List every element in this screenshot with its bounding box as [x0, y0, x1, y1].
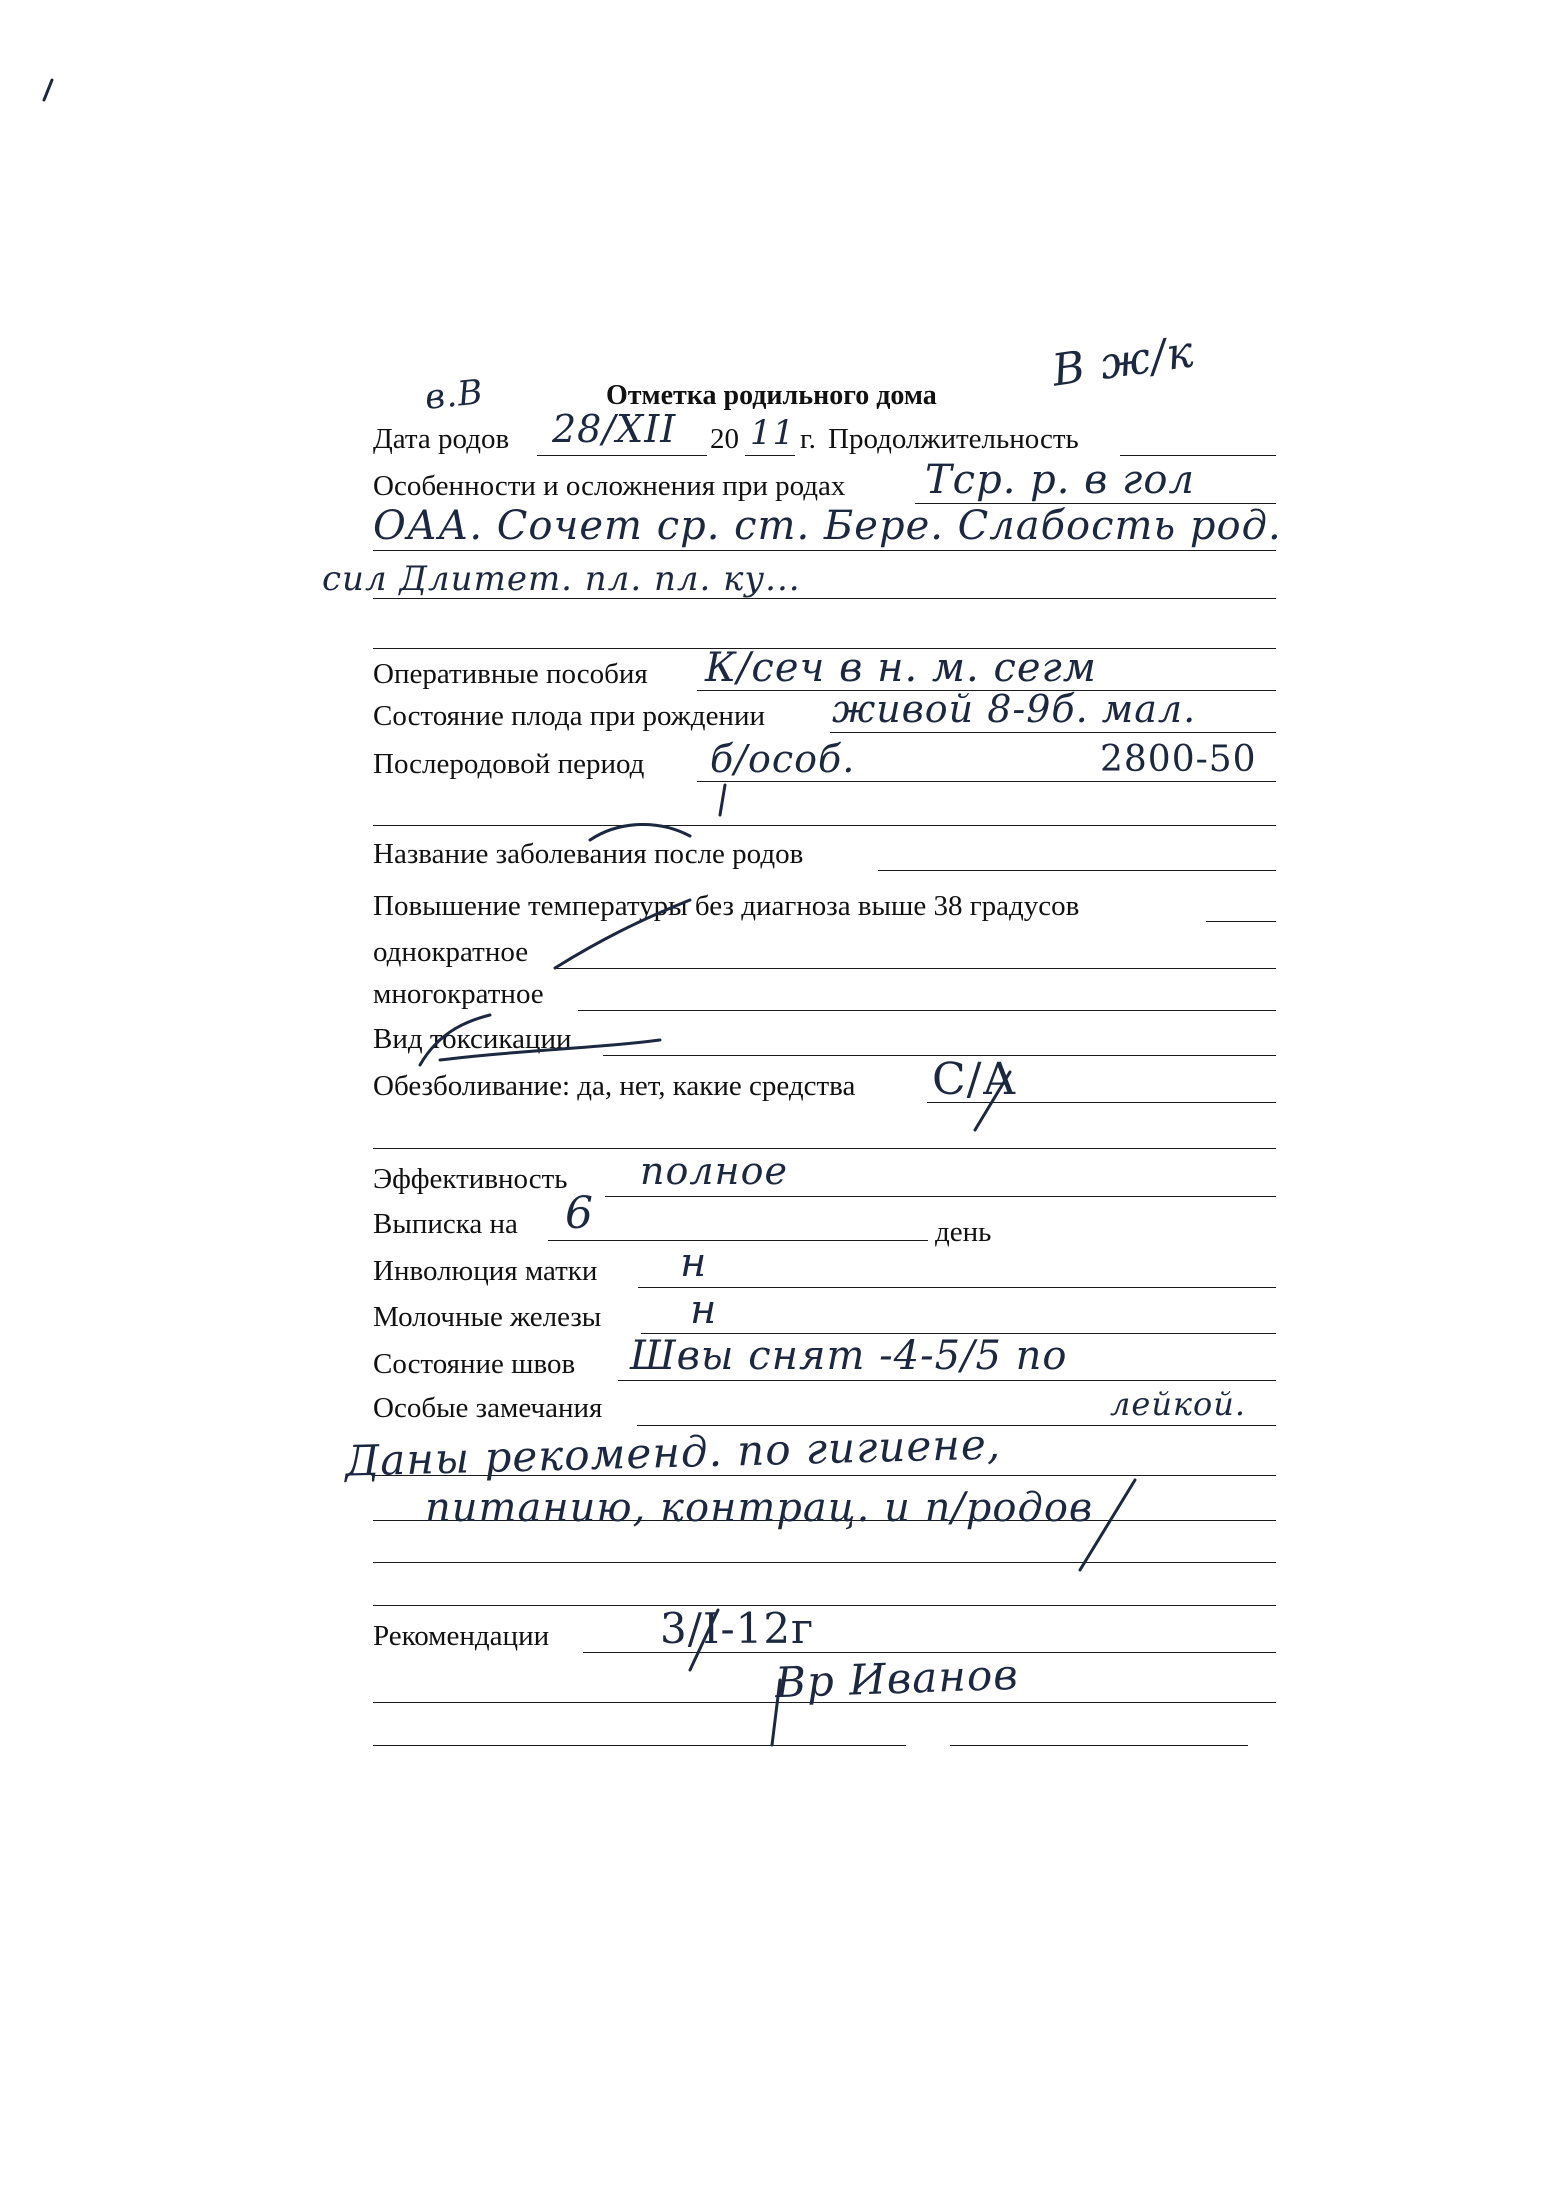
operative-label: Оперативные пособия: [373, 658, 648, 690]
efficacy-label: Эффективность: [373, 1163, 568, 1195]
toxication-crossout-stroke: [440, 1040, 660, 1060]
fetus-value: живой 8-9б. мал.: [832, 687, 1197, 731]
postpartum-descender-stroke: [720, 785, 725, 815]
day-label: день: [935, 1216, 992, 1248]
remarks-value-1: Даны рекоменд. по гигиене,: [344, 1419, 1002, 1486]
disease-crossout-stroke: [590, 824, 690, 840]
features-value-1: Тср. р. в гол: [925, 457, 1195, 503]
form-title: Отметка родильного дома: [606, 380, 937, 411]
sutures-value: Швы снят -4-5/5 по: [630, 1333, 1068, 1379]
duration-label: Продолжительность: [828, 423, 1079, 455]
corner-note: В ж/к: [1049, 326, 1198, 397]
recommendation-slash: [690, 1610, 718, 1670]
year-suffix: г.: [800, 423, 816, 455]
efficacy-value: полное: [640, 1149, 788, 1193]
postpartum-label: Послеродовой период: [373, 748, 645, 780]
sutures-value-cont: лейкой.: [1110, 1385, 1247, 1423]
single-crossout-stroke: [555, 900, 690, 968]
remarks-value-2: питанию, контрац. и п/родов: [425, 1485, 1094, 1531]
signature-descender: [772, 1680, 780, 1745]
recommendations-label: Рекомендации: [373, 1620, 550, 1652]
anesthesia-slash: [975, 1072, 1010, 1130]
year-value: 11: [750, 413, 796, 453]
features-value-2: ОАА. Сочет ср. ст. Бере. Слабость род.: [373, 503, 1282, 549]
breasts-value: н: [690, 1287, 718, 1333]
toxication-label: Вид токсикации: [373, 1023, 572, 1055]
fetus-label: Состояние плода при рождении: [373, 700, 765, 732]
discharge-day-value: 6: [565, 1188, 594, 1239]
discharge-label: Выписка на: [373, 1208, 518, 1240]
anesthesia-value: С/А: [932, 1054, 1017, 1105]
disease-label: Название заболевания после родов: [373, 838, 804, 870]
doctor-signature: Вр Иванов: [774, 1649, 1020, 1708]
initials-note: в.В: [423, 372, 486, 418]
margin-smudge: [44, 80, 52, 100]
features-label: Особенности и осложнения при родах: [373, 470, 846, 502]
operative-value: К/сеч в н. м. сегм: [705, 645, 1097, 691]
involution-value: н: [680, 1240, 708, 1286]
birth-date-label: Дата родов: [373, 423, 510, 455]
weight-value: 2800-50: [1100, 739, 1257, 780]
single-label: однократное: [373, 936, 529, 968]
remarks-label: Особые замечания: [373, 1392, 603, 1424]
birth-date-value: 28/XII: [552, 407, 677, 451]
involution-label: Инволюция матки: [373, 1255, 598, 1287]
recommendation-date: 3/I-12г: [660, 1604, 815, 1653]
breasts-label: Молочные железы: [373, 1301, 602, 1333]
postpartum-value: б/особ.: [710, 737, 856, 781]
temperature-label: Повышение температуры без диагноза выше 38 градусов: [373, 890, 1080, 922]
remarks-slash: [1080, 1480, 1135, 1570]
anesthesia-label: Обезболивание: да, нет, какие средства: [373, 1070, 856, 1102]
multiple-label: многократное: [373, 978, 544, 1010]
features-value-3: сил Длитет. пл. пл. ку...: [322, 559, 801, 599]
sutures-label: Состояние швов: [373, 1348, 576, 1380]
year-prefix: 20: [710, 423, 739, 455]
